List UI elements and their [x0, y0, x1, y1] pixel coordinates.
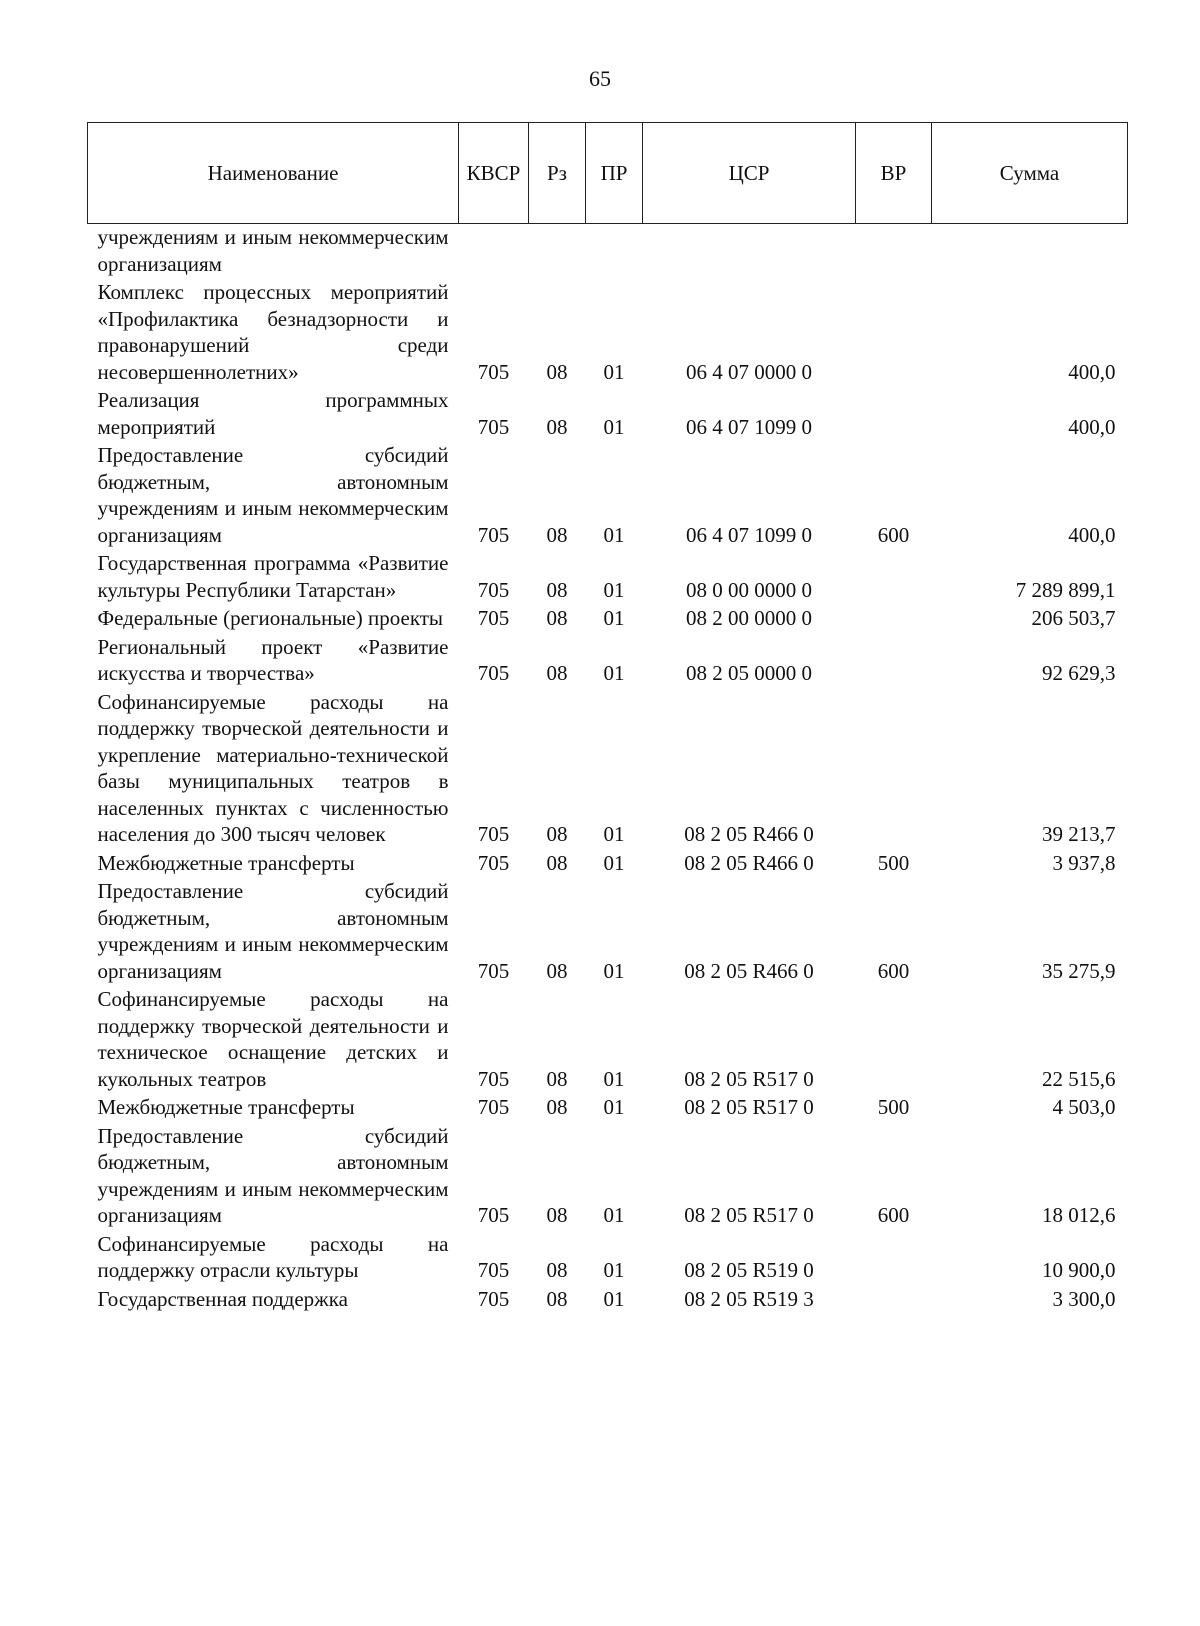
cell-csr: 08 0 00 0000 0 — [686, 577, 812, 602]
cell-csr: 08 2 05 R519 0 — [684, 1258, 814, 1282]
cell-vr — [856, 549, 932, 604]
cell-vr — [856, 1230, 932, 1285]
cell-sum: 22 515,6 — [1042, 1066, 1116, 1091]
budget-table — [87, 122, 1128, 1313]
cell-pr: 01 — [603, 822, 625, 846]
header-vr: ВР — [856, 123, 932, 224]
cell-csr: 08 2 05 R466 0 — [684, 822, 814, 846]
cell-sum: 3 300,0 — [1052, 1286, 1116, 1311]
cell-sum: 206 503,7 — [1031, 606, 1116, 630]
cell-pr: 01 — [603, 1203, 625, 1227]
table-row — [88, 688, 1128, 849]
table-row — [88, 224, 1128, 279]
cell-csr — [643, 224, 856, 279]
cell-name: учреждениям и иным некоммерческим организациям — [97, 225, 449, 276]
cell-vr — [856, 1285, 932, 1314]
cell-kvsr: 705 — [477, 1066, 510, 1091]
cell-pr: 01 — [603, 414, 625, 439]
cell-rz: 08 — [546, 958, 568, 983]
cell-csr: 08 2 05 R517 0 — [684, 1203, 814, 1227]
cell-vr — [856, 633, 932, 688]
cell-kvsr: 705 — [477, 522, 510, 547]
cell-name: Софинансируемые расходы на поддержку творческой деятельности и укрепление материально-технической базы муниципальных театров в населенных пунктах с численностью населения до 300 тысяч человек — [97, 689, 449, 846]
header-rz: Рз — [529, 123, 586, 224]
table-row — [88, 1093, 1128, 1122]
cell-vr — [856, 985, 932, 1093]
cell-rz — [529, 224, 586, 279]
cell-kvsr: 705 — [477, 359, 510, 384]
cell-kvsr: 705 — [477, 958, 510, 983]
cell-rz: 08 — [546, 850, 568, 875]
cell-name: Региональный проект «Развитие искусства и творчества» — [97, 634, 449, 685]
table-row — [88, 1285, 1128, 1314]
table-row — [88, 549, 1128, 604]
cell-vr: 600 — [877, 522, 910, 547]
cell-pr — [586, 224, 643, 279]
cell-vr: 600 — [877, 958, 910, 983]
cell-vr: 500 — [877, 1095, 910, 1119]
cell-rz: 08 — [546, 522, 568, 547]
cell-kvsr: 705 — [477, 606, 510, 630]
cell-vr — [856, 278, 932, 386]
cell-name: Софинансируемые расходы на поддержку отрасли культуры — [97, 1231, 449, 1282]
cell-pr: 01 — [603, 850, 625, 875]
table-row — [88, 985, 1128, 1093]
header-sum: Сумма — [932, 123, 1128, 224]
cell-name: Предоставление субсидий бюджетным, автономным учреждениям и иным некоммерческим организациям — [97, 879, 449, 983]
cell-rz: 08 — [546, 1095, 568, 1119]
table-row — [88, 441, 1128, 549]
cell-rz: 08 — [546, 1286, 568, 1311]
cell-csr: 08 2 05 0000 0 — [686, 661, 812, 685]
cell-sum — [932, 224, 1128, 279]
cell-pr: 01 — [603, 661, 625, 685]
cell-pr: 01 — [603, 577, 625, 602]
cell-sum: 10 900,0 — [1042, 1258, 1116, 1282]
cell-vr — [856, 224, 932, 279]
cell-csr: 08 2 05 R466 0 — [684, 850, 814, 875]
table-row — [88, 1122, 1128, 1230]
table-row — [88, 849, 1128, 878]
cell-rz: 08 — [546, 359, 568, 384]
cell-rz: 08 — [546, 606, 568, 630]
cell-sum: 35 275,9 — [1042, 958, 1116, 983]
table-body — [88, 224, 1128, 1314]
header-csr: ЦСР — [643, 123, 856, 224]
cell-kvsr: 705 — [477, 577, 510, 602]
cell-kvsr: 705 — [477, 1203, 510, 1227]
cell-csr: 06 4 07 1099 0 — [686, 522, 812, 547]
cell-kvsr: 705 — [477, 850, 510, 875]
cell-vr — [856, 688, 932, 849]
cell-name: Федеральные (региональные) проекты — [97, 606, 444, 630]
table-header — [88, 123, 1128, 224]
table-row — [88, 386, 1128, 441]
cell-pr: 01 — [603, 522, 625, 547]
cell-csr: 08 2 00 0000 0 — [686, 606, 812, 630]
cell-csr: 08 2 05 R519 3 — [684, 1286, 814, 1311]
cell-vr — [856, 386, 932, 441]
header-name: Наименование — [88, 123, 459, 224]
cell-rz: 08 — [546, 1203, 568, 1227]
cell-pr: 01 — [603, 1066, 625, 1091]
cell-name: Межбюджетные трансферты — [97, 1095, 355, 1119]
cell-sum: 3 937,8 — [1052, 850, 1116, 875]
cell-sum: 400,0 — [1068, 522, 1116, 547]
header-kvsr: КВСР — [459, 123, 529, 224]
cell-sum: 92 629,3 — [1042, 661, 1116, 685]
header-pr: ПР — [586, 123, 643, 224]
table-row — [88, 278, 1128, 386]
cell-sum: 39 213,7 — [1042, 822, 1116, 846]
cell-kvsr: 705 — [477, 1095, 510, 1119]
table-row — [88, 1230, 1128, 1285]
cell-rz: 08 — [546, 1066, 568, 1091]
cell-rz: 08 — [546, 577, 568, 602]
table-row — [88, 877, 1128, 985]
cell-kvsr — [459, 224, 529, 279]
cell-csr: 06 4 07 0000 0 — [686, 359, 812, 384]
cell-name: Государственная программа «Развитие культуры Республики Татарстан» — [97, 551, 449, 602]
cell-name: Реализация программных мероприятий — [97, 388, 449, 439]
cell-sum: 18 012,6 — [1042, 1203, 1116, 1227]
cell-csr: 08 2 05 R517 0 — [684, 1066, 814, 1091]
table-row — [88, 633, 1128, 688]
cell-name: Предоставление субсидий бюджетным, автономным учреждениям и иным некоммерческим организациям — [97, 1123, 449, 1227]
cell-pr: 01 — [603, 359, 625, 384]
cell-kvsr: 705 — [477, 414, 510, 439]
cell-vr: 600 — [877, 1203, 910, 1227]
cell-pr: 01 — [603, 1286, 625, 1311]
cell-name: Комплекс процессных мероприятий «Профилактика безнадзорности и правонарушений среди несовершеннолетних» — [97, 280, 449, 384]
cell-rz: 08 — [546, 414, 568, 439]
cell-pr: 01 — [603, 1258, 625, 1282]
cell-csr: 08 2 05 R466 0 — [684, 958, 814, 983]
cell-kvsr: 705 — [477, 1286, 510, 1311]
cell-sum: 4 503,0 — [1052, 1095, 1116, 1119]
cell-kvsr: 705 — [477, 661, 510, 685]
cell-sum: 400,0 — [1068, 414, 1116, 439]
page-number: 65 — [589, 66, 611, 91]
cell-sum: 400,0 — [1068, 359, 1116, 384]
cell-name: Предоставление субсидий бюджетным, автономным учреждениям и иным некоммерческим организациям — [97, 443, 449, 547]
cell-vr: 500 — [877, 850, 910, 875]
cell-pr: 01 — [603, 1095, 625, 1119]
cell-kvsr: 705 — [477, 822, 510, 846]
cell-csr: 06 4 07 1099 0 — [686, 414, 812, 439]
cell-sum: 7 289 899,1 — [1015, 577, 1116, 602]
cell-kvsr: 705 — [477, 1258, 510, 1282]
cell-name: Межбюджетные трансферты — [97, 850, 355, 875]
cell-pr: 01 — [603, 606, 625, 630]
cell-pr: 01 — [603, 958, 625, 983]
cell-vr — [856, 604, 932, 633]
cell-name: Софинансируемые расходы на поддержку творческой деятельности и техническое оснащение детских и кукольных театров — [97, 987, 449, 1091]
cell-rz: 08 — [546, 661, 568, 685]
table-row — [88, 604, 1128, 633]
cell-rz: 08 — [546, 1258, 568, 1282]
cell-rz: 08 — [546, 822, 568, 846]
cell-csr: 08 2 05 R517 0 — [684, 1095, 814, 1119]
cell-name: Государственная поддержка — [97, 1286, 348, 1311]
